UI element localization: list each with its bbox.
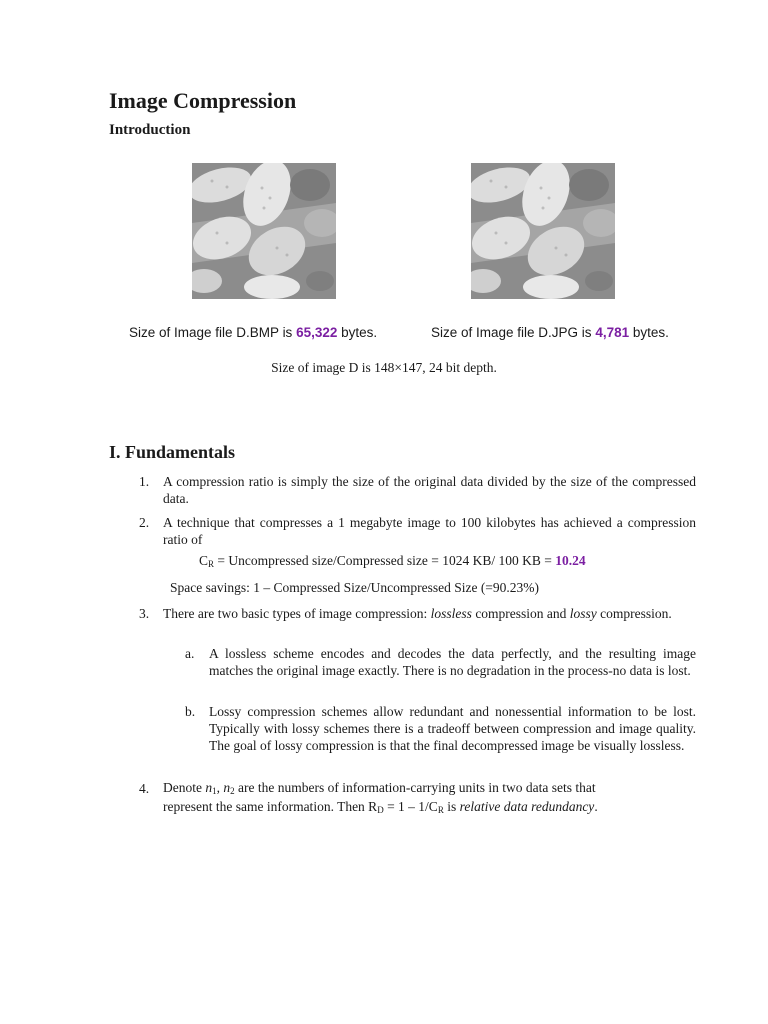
item-3b-letter: b. <box>185 704 196 719</box>
item-3-post: compression. <box>596 606 672 621</box>
jpg-caption <box>431 325 669 340</box>
bmp-caption-label: Size of Image file D.BMP is <box>129 325 297 340</box>
section-heading: I. Fundamentals <box>109 442 236 462</box>
item-4-line-2-pre: represent the same information. Then R <box>163 799 378 814</box>
image-d-jpg <box>471 163 615 299</box>
item-4-line-2 <box>163 799 598 815</box>
item-2-text: A technique that compresses a 1 megabyte image to 100 kilobytes has achieved a compression ratio of <box>163 515 696 547</box>
var-n2: n <box>223 780 231 795</box>
jpg-size-value: 4,781 <box>595 325 630 340</box>
item-4-comma: , <box>216 780 224 795</box>
var-n1: n <box>205 780 213 795</box>
image-dimensions: Size of image D is 148×147, 24 bit depth. <box>271 360 497 375</box>
item-3b-text: Lossy compression schemes allow redundant and nonessential information to be lost. Typically with lossy schemes there is a tradeoff between compression and image quality. The goal of lossy compression is that the final decompressed image be visually lossless. <box>209 704 696 753</box>
item-4-denote: Denote <box>163 780 206 795</box>
jpg-caption-unit: bytes. <box>629 325 669 340</box>
var-n2-sub: 2 <box>230 786 235 796</box>
item-4-line-1-rest: are the numbers of information-carrying units in two data sets that <box>234 780 596 795</box>
eq-body: = Uncompressed size/Compressed size = 1024 KB/ 100 KB = <box>214 553 556 568</box>
item-3a-letter: a. <box>185 646 195 661</box>
bmp-size-value: 65,322 <box>296 325 338 340</box>
cr-sub: R <box>437 805 444 815</box>
item-1-text: A compression ratio is simply the size of the original data divided by the size of the compressed data. <box>163 474 696 506</box>
item-3-mid: compression and <box>471 606 570 621</box>
eq-sub-r: R <box>208 559 215 569</box>
intro-heading: Introduction <box>109 122 191 138</box>
item-4-formula: = 1 – 1/C <box>383 799 438 814</box>
bmp-caption-unit: bytes. <box>337 325 378 340</box>
item-4-number: 4. <box>139 781 150 796</box>
bmp-caption <box>129 325 377 340</box>
eq-c: C <box>199 553 209 568</box>
item-3-text <box>163 605 696 622</box>
var-n1-sub: 1 <box>212 786 217 796</box>
compression-ratio-equation <box>199 553 586 569</box>
space-savings: Space savings: 1 – Compressed Size/Uncompressed Size (=90.23%) <box>170 580 540 595</box>
item-3a-text: A lossless scheme encodes and decodes the data perfectly, and the resulting image matches the original image exactly. There is no degradation in the process-no data is lost. <box>209 646 696 678</box>
item-3-pre: There are two basic types of image compression: <box>163 606 431 621</box>
item-2-number: 2. <box>139 515 150 530</box>
jpg-caption-label: Size of Image file D.JPG is <box>431 325 596 340</box>
item-3-number: 3. <box>139 606 150 621</box>
item-4-is: is <box>443 799 460 814</box>
term-relative-data-redundancy: relative data redundancy <box>459 799 595 814</box>
image-d-bmp <box>192 163 336 299</box>
term-lossy: lossy <box>569 606 597 621</box>
rd-sub: D <box>377 805 384 815</box>
item-1-number: 1. <box>139 474 150 489</box>
term-lossless: lossless <box>430 606 472 621</box>
item-4-line-1 <box>163 780 596 796</box>
eq-result: 10.24 <box>555 553 586 568</box>
item-4-period: . <box>594 799 598 814</box>
page-title: Image Compression <box>109 88 297 113</box>
